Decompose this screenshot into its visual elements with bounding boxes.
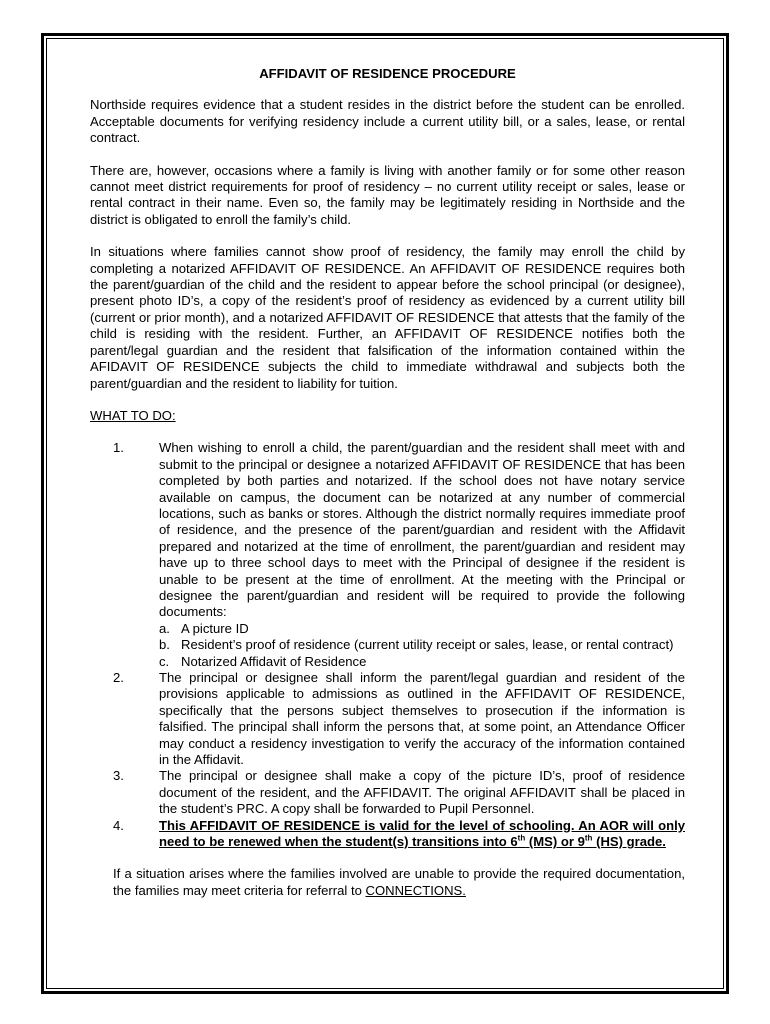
emphasis-part-3: (HS) grade. <box>592 834 666 850</box>
list-item-2 <box>90 670 685 768</box>
list-item-text: The principal or designee shall inform the parent/legal guardian and resident of the provisions applicable to admissions as outlined in the AFFIDAVIT OF RESIDENCE, specifically that the persons subject themselves to prosecution if the information is falsified. The principal shall inform the persons that, at some point, an Attendance Officer may conduct a residency investigation to verify the accuracy of the information contained in the Affidavit. <box>159 670 685 768</box>
list-number: 3. <box>113 768 124 784</box>
list-item-4 <box>90 818 685 851</box>
list-item-1 <box>90 440 685 670</box>
sub-item-text: Resident’s proof of residence (current utility receipt or sales, lease, or rental contract) <box>181 637 674 653</box>
list-item-text-emphasis <box>159 818 685 851</box>
document-title: AFFIDAVIT OF RESIDENCE PROCEDURE <box>259 66 516 81</box>
sub-item-c <box>159 654 685 670</box>
emphasis-part-1: This AFFIDAVIT OF RESIDENCE is valid for the level of schooling. An AOR will only need to be renewed when the student(s) transitions into 6 <box>159 817 685 850</box>
document-body <box>90 60 685 899</box>
list-item-3 <box>90 768 685 817</box>
sub-item-b <box>159 637 685 653</box>
sub-letter: b. <box>159 637 170 653</box>
paragraph-exceptions: There are, however, occasions where a family is living with another family or for some other reason cannot meet district requirements for proof of residency – no current utility receipt or sales, lease or rental contract in their name. Even so, the family may be legitimately residing in Northside and the district is obligated to enroll the family’s child. <box>90 162 685 227</box>
paragraph-intro: Northside requires evidence that a student resides in the district before the student can be enrolled. Acceptable documents for verifying residency include a current utility bill, or a sales, lease, or rental contract. <box>90 97 685 146</box>
closing-text: If a situation arises where the families involved are unable to provide the required documentation, the families may meet criteria for referral to <box>113 866 685 898</box>
sub-item-text: A picture ID <box>181 620 249 636</box>
list-number: 2. <box>113 670 124 685</box>
list-number: 1. <box>113 440 124 456</box>
ordinal-suffix: th <box>517 833 526 843</box>
paragraph-affidavit: In situations where families cannot show proof of residency, the family may enroll the child by completing a notarized AFFIDAVIT OF RESIDENCE. An AFFIDAVIT OF RESIDENCE requires both the parent/guardian of the child and the resident to appear before the school principal (or designee), present photo ID’s, a copy of the resident’s proof of residency as evidenced by a current utility bill (current or prior month), and a notarized AFFIDAVIT OF RESIDENCE that attests that the family of the child is residing with the resident. Further, an AFFIDAVIT OF RESIDENCE notifies both the parent/legal guardian and the resident that falsification of the information contained within the AFIDAVIT OF RESIDENCE subjects the child to immediate withdrawal and subjects both the parent/guardian and the resident to liability for tuition. <box>90 244 685 391</box>
list-item-text: When wishing to enroll a child, the parent/guardian and the resident shall meet with and submit to the principal or designee a notarized AFFIDAVIT OF RESIDENCE that has been completed by both parties and notarized. If the school does not have notary service available on campus, the document can be notarized at any number of commercial locations, such as banks or stores. Although the district normally requires immediate proof of residence, and the presence of the parent/guardian and resident with the Affidavit prepared and notarized at the time of enrollment, the parent/guardian and resident may have up to three school days to meet with the Principal of designee if the resident is unable to be present at the time of enrollment. At the meeting with the Principal or designee the parent/guardian and resident will be required to provide the following documents: <box>159 440 685 620</box>
connections-link[interactable]: CONNECTIONS. <box>365 882 466 898</box>
closing-paragraph <box>90 866 685 899</box>
emphasis-part-2: (MS) or 9 <box>525 834 585 850</box>
ordinal-suffix: th <box>584 833 593 843</box>
list-number: 4. <box>113 817 124 833</box>
sub-item-a <box>159 621 685 637</box>
sub-letter: c. <box>159 653 170 669</box>
list-item-text: The principal or designee shall make a copy of the picture ID’s, proof of residence document of the resident, and the AFFIDAVIT. The original AFFIDAVIT shall be placed in the student’s PRC. A copy shall be forwarded to Pupil Personnel. <box>159 768 685 817</box>
sub-letter: a. <box>159 620 170 636</box>
sub-item-text: Notarized Affidavit of Residence <box>181 653 367 669</box>
section-heading-what-to-do: WHAT TO DO: <box>90 407 176 423</box>
